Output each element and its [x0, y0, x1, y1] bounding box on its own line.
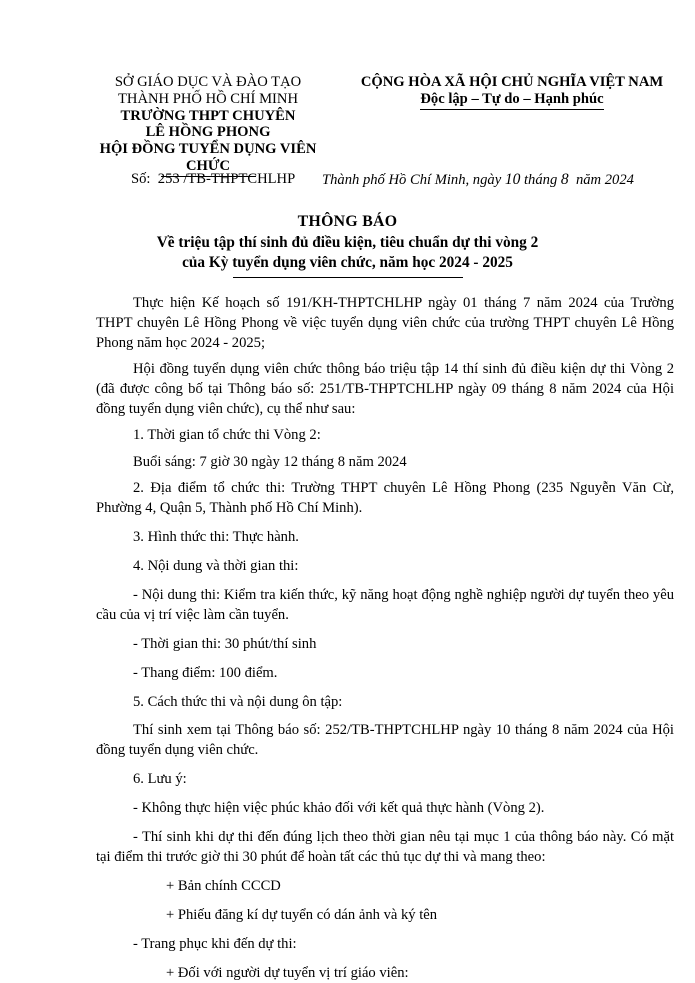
- number-prefix: Số:: [131, 171, 151, 187]
- date-prefix: Thành phố Hồ Chí Minh, ngày: [322, 172, 502, 188]
- notice-subject-line1: Về triệu tập thí sinh đủ điều kiện, tiêu chuẩn dự thi vòng 2: [156, 233, 539, 251]
- paragraph-summons: Hội đồng tuyển dụng viên chức thông báo triệu tập 14 thí sinh đủ điều kiện dự thi Vòng 2 (đã được công bố tại Thông báo số: 251/TB-THPTCHLHP ngày 09 tháng 8 năm 2024 của Hội đồng tuyển dụng viên chức), cụ thể như sau:: [96, 361, 674, 418]
- section-6-attire-teacher: + Đối với người dự tuyển vị trí giáo viên:: [166, 964, 409, 981]
- section-3-format: 3. Hình thức thi: Thực hành.: [133, 529, 299, 546]
- section-6-attendance: - Thí sinh khi dự thi đến đúng lịch theo thời gian nêu tại mục 1 của thông báo này. Có mặt tại điểm thi trước giờ thi 30 phút để hoàn tất các thủ tục dự thi và mang theo:: [96, 829, 674, 865]
- section-5-reference: Thí sinh xem tại Thông báo số: 252/TB-THPTCHLHP ngày 10 tháng 8 năm 2024 của Hội đồng tuyển dụng viên chức.: [96, 722, 674, 759]
- notice-body: [96, 294, 674, 983]
- section-6-bring-id: + Bản chính CCCD: [166, 877, 281, 894]
- section-5-heading: 5. Cách thức thi và nội dung ôn tập:: [133, 693, 343, 710]
- council-name: HỘI ĐỒNG TUYỂN DỤNG VIÊN CHỨC: [99, 141, 317, 174]
- school-name-line2: LÊ HỒNG PHONG: [145, 124, 271, 141]
- school-name-line1: TRƯỜNG THPT CHUYÊN: [120, 107, 296, 124]
- date-year: năm 2024: [575, 172, 634, 188]
- national-header: [352, 74, 672, 110]
- section-1-heading: 1. Thời gian tổ chức thi Vòng 2:: [133, 427, 321, 444]
- date-month-word: tháng: [524, 172, 558, 188]
- notice-title-block: [0, 212, 695, 278]
- number-suffix: /TB-THPTCHLHP: [183, 171, 296, 187]
- title-underline: [233, 277, 463, 278]
- document-number: [131, 171, 295, 188]
- section-1-time: Buổi sáng: 7 giờ 30 ngày 12 tháng 8 năm 2024: [133, 453, 407, 470]
- section-6-no-review: - Không thực hiện việc phúc khảo đối với kết quả thực hành (Vòng 2).: [133, 800, 545, 817]
- national-motto: Độc lập – Tự do – Hạnh phúc: [420, 91, 603, 110]
- section-6-heading: 6. Lưu ý:: [133, 771, 187, 788]
- section-4-content: - Nội dung thi: Kiểm tra kiến thức, kỹ năng hoạt động nghề nghiệp người dự tuyển theo yêu cầu của vị trí việc làm cần tuyển.: [96, 586, 674, 623]
- date-month: 8: [560, 171, 569, 188]
- issuing-authority-header: [80, 74, 336, 177]
- section-4-duration: - Thời gian thi: 30 phút/thí sinh: [133, 635, 317, 652]
- date-day: 10: [504, 171, 521, 188]
- city-name: THÀNH PHỐ HỒ CHÍ MINH: [118, 90, 298, 107]
- nation-name: CỘNG HÒA XÃ HỘI CHỦ NGHĨA VIỆT NAM: [360, 74, 664, 90]
- section-6-attire: - Trang phục khi đến dự thi:: [133, 935, 297, 952]
- notice-subject-line2: của Kỳ tuyển dụng viên chức, năm học 2024 - 2025: [182, 254, 513, 271]
- notice-title: THÔNG BÁO: [297, 213, 398, 230]
- document-date: [322, 171, 634, 189]
- paragraph-basis: Thực hiện Kế hoạch số 191/KH-THPTCHLHP ngày 01 tháng 7 năm 2024 của Trường THPT chuyên Lê Hồng Phong về việc tuyển dụng viên chức của trường THPT chuyên Lê Hồng Phong năm học 2024 - 2025;: [96, 295, 674, 351]
- section-2-location: 2. Địa điểm tổ chức thi: Trường THPT chuyên Lê Hồng Phong (235 Nguyễn Văn Cừ, Phường 4, Quận 5, Thành phố Hồ Chí Minh).: [96, 480, 674, 517]
- section-4-scale: - Thang điểm: 100 điểm.: [133, 664, 278, 681]
- section-4-heading: 4. Nội dung và thời gian thi:: [133, 557, 299, 574]
- department-name: SỞ GIÁO DỤC VÀ ĐÀO TẠO: [114, 74, 302, 90]
- section-6-bring-form: + Phiếu đăng kí dự tuyển có dán ảnh và ký tên: [166, 906, 438, 923]
- number-value: 253: [157, 171, 180, 187]
